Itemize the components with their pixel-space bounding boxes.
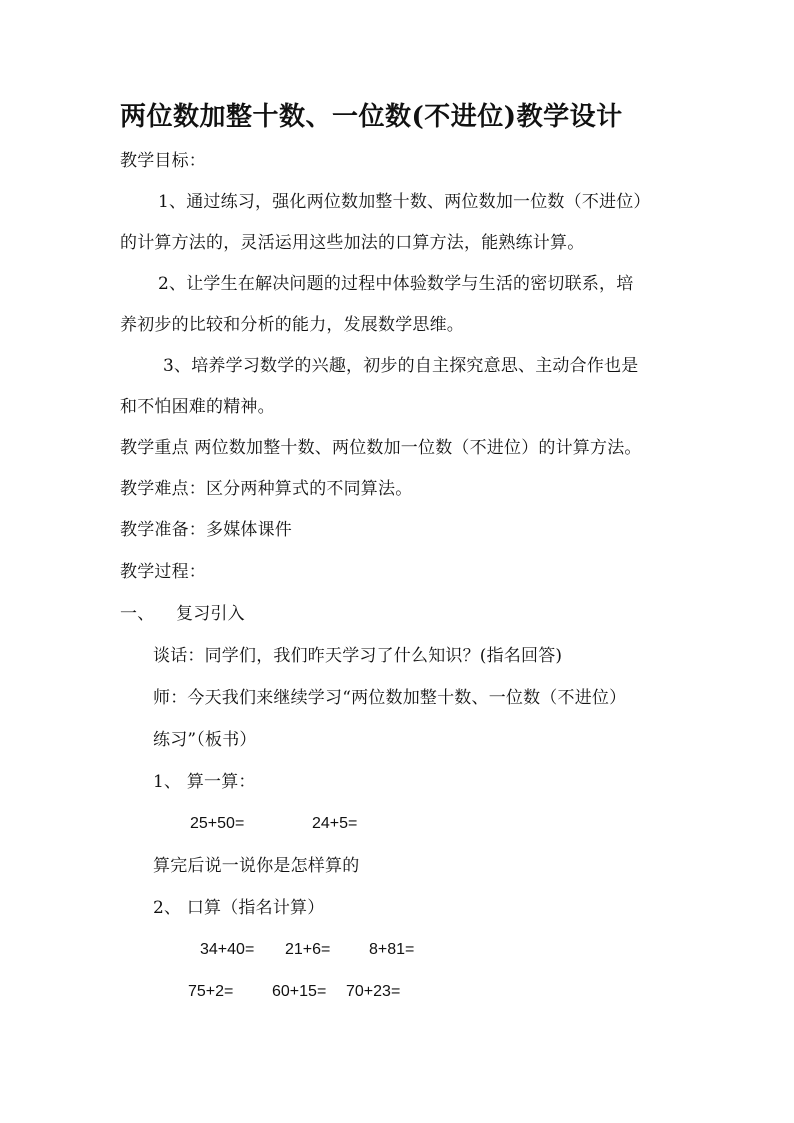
process-heading: 教学过程： [120,562,206,582]
document-title: 两位数加整十数、一位数(不进位)教学设计 [120,102,623,132]
objective-2-line-2: 养初步的比较和分析的能力，发展数学思维。 [120,315,464,335]
teacher-line-1: 师：今天我们来继续学习“两位数加整十数、一位数（不进位） [153,688,627,708]
talk-line: 谈话：同学们，我们昨天学习了什么知识？(指名回答) [153,646,563,666]
exercise-75-plus-2: 75+2= [188,983,234,1000]
preparation-line: 教学准备：多媒体课件 [120,520,292,540]
item-1-note: 算完后说一说你是怎样算的 [153,856,360,876]
section-1-number: 一、 [120,604,155,624]
objective-2-line-1: 2、让学生在解决问题的过程中体验数学与生活的密切联系，培 [158,274,634,294]
section-1-title: 复习引入 [176,604,245,624]
difficulty-line: 教学难点：区分两种算式的不同算法。 [120,479,413,499]
exercise-24-plus-5: 24+5= [312,815,358,832]
objectives-heading: 教学目标： [120,151,206,171]
teacher-line-2: 练习”（板书） [153,730,257,750]
objective-1-line-1: 1、通过练习，强化两位数加整十数、两位数加一位数（不进位） [158,192,651,212]
exercise-8-plus-81: 8+81= [369,941,415,958]
exercise-34-plus-40: 34+40= [200,941,255,958]
key-point-line: 教学重点 两位数加整十数、两位数加一位数（不进位）的计算方法。 [120,438,642,458]
exercise-70-plus-23: 70+23= [346,983,401,1000]
objective-3-line-1: 3、培养学习数学的兴趣，初步的自主探究意思、主动合作也是 [163,356,639,376]
exercise-25-plus-50: 25+50= [190,815,245,832]
objective-3-line-2: 和不怕困难的精神。 [120,397,275,417]
exercise-60-plus-15: 60+15= [272,983,327,1000]
objective-1-line-2: 的计算方法的，灵活运用这些加法的口算方法，能熟练计算。 [120,233,585,253]
exercise-21-plus-6: 21+6= [285,941,331,958]
item-2-label: 2、 口算（指名计算） [153,898,325,918]
item-1-label: 1、 算一算： [153,772,256,792]
